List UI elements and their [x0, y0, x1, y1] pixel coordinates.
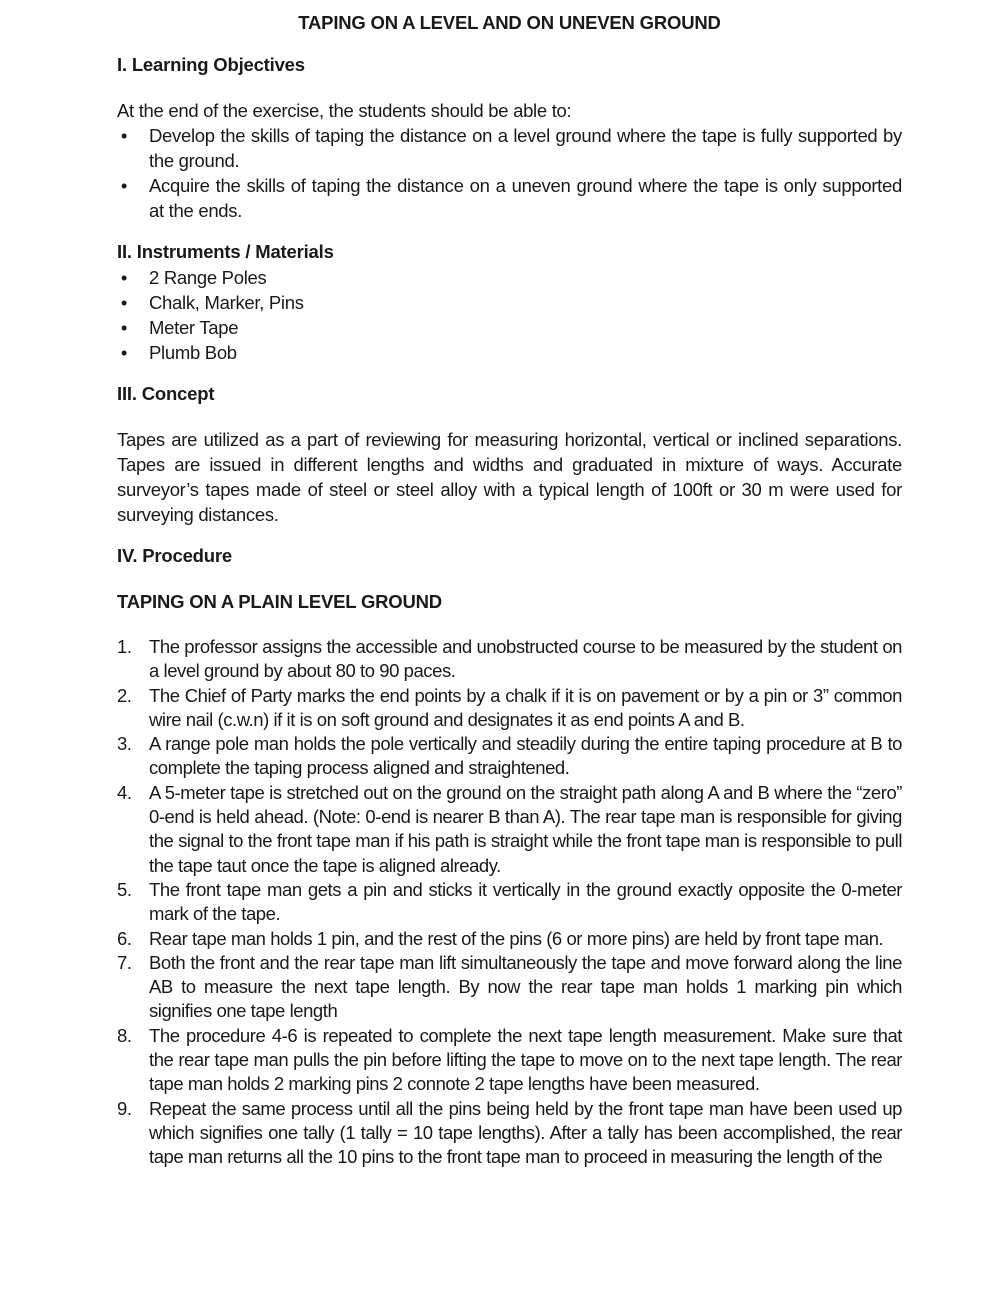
step-text: Rear tape man holds 1 pin, and the rest of the pins (6 or more pins) are held by front tape man.: [149, 927, 884, 949]
list-item: [117, 732, 902, 781]
list-item: [117, 290, 902, 315]
step-text: The professor assigns the accessible and unobstructed course to be measured by the student on a level ground by about 80 to 90 paces.: [149, 636, 902, 682]
step-number: 9.: [117, 1097, 132, 1119]
list-item: [117, 315, 902, 340]
list-item: [117, 878, 902, 927]
bullet-icon: •: [120, 267, 128, 288]
step-number: 3.: [117, 733, 132, 755]
list-item: [117, 951, 902, 1024]
objectives-list: [117, 123, 902, 223]
step-number: 4.: [117, 781, 132, 803]
bullet-icon: •: [120, 292, 128, 313]
step-number: 8.: [117, 1024, 132, 1046]
step-number: 7.: [117, 951, 132, 973]
bullet-icon: •: [120, 175, 128, 196]
list-item: [117, 635, 902, 684]
instrument-text: Chalk, Marker, Pins: [149, 292, 304, 313]
document-title: TAPING ON A LEVEL AND ON UNEVEN GROUND: [298, 12, 721, 33]
objective-text: Acquire the skills of taping the distance on a uneven ground where the tape is only supported at the ends.: [149, 175, 902, 221]
list-item: [117, 265, 902, 290]
step-number: 5.: [117, 878, 132, 900]
concept-paragraph: Tapes are utilized as a part of reviewing for measuring horizontal, vertical or inclined separations. Tapes are issued in different lengths and widths and graduated in mixture of ways. Accurate surveyor’s tapes made of steel or steel alloy with a typical length of 100ft or 30 m were used for surveying distances.: [117, 429, 902, 525]
step-text: The front tape man gets a pin and sticks it vertically in the ground exactly opposite the 0-meter mark of the tape.: [149, 878, 902, 925]
step-number: 2.: [117, 684, 132, 706]
instruments-list: [117, 265, 902, 365]
bullet-icon: •: [120, 317, 128, 338]
objectives-intro: At the end of the exercise, the students should be able to:: [117, 100, 572, 121]
instrument-text: 2 Range Poles: [149, 267, 267, 288]
objective-text: Develop the skills of taping the distance on a level ground where the tape is fully supported by the ground.: [149, 125, 902, 171]
instrument-text: Plumb Bob: [149, 342, 237, 363]
list-item: [117, 927, 902, 951]
instruments-heading: II. Instruments / Materials: [117, 241, 334, 262]
bullet-icon: •: [120, 125, 128, 146]
procedure-steps: [117, 635, 902, 1170]
instrument-text: Meter Tape: [149, 317, 239, 338]
objectives-heading: I. Learning Objectives: [117, 54, 305, 75]
step-text: A range pole man holds the pole vertically and steadily during the entire taping procedure at B to complete the taping process aligned and straightened.: [149, 733, 902, 779]
procedure-heading: IV. Procedure: [117, 545, 232, 566]
list-item: [117, 1024, 902, 1097]
bullet-icon: •: [120, 342, 128, 363]
step-number: 1.: [117, 636, 132, 657]
step-text: Repeat the same process until all the pins being held by the front tape man have been used up which signifies one tally (1 tally = 10 tape lengths). After a tally has been accomplished, the rear tape man returns all the 10 pins to the front tape man to proceed in measuring the length of the: [149, 1097, 902, 1168]
concept-heading: III. Concept: [117, 383, 215, 404]
step-number: 6.: [117, 927, 132, 949]
list-item: [117, 123, 902, 173]
list-item: [117, 173, 902, 223]
list-item: [117, 781, 902, 878]
step-text: The Chief of Party marks the end points by a chalk if it is on pavement or by a pin or 3” common wire nail (c.w.n) if it is on soft ground and designates it as end points A and B.: [149, 684, 902, 730]
list-item: [117, 1097, 902, 1170]
step-text: Both the front and the rear tape man lift simultaneously the tape and move forward along the line AB to measure the next tape length. By now the rear tape man holds 1 marking pin which signifies one tape length: [149, 951, 902, 1022]
list-item: [117, 684, 902, 733]
step-text: The procedure 4-6 is repeated to complete the next tape length measurement. Make sure that the rear tape man pulls the pin before lifting the tape to move on to the next tape length. The rear tape man holds 2 marking pins 2 connote 2 tape lengths have been measured.: [149, 1024, 902, 1095]
list-item: [117, 340, 902, 365]
procedure-subheading: TAPING ON A PLAIN LEVEL GROUND: [117, 591, 442, 612]
step-text: A 5-meter tape is stretched out on the ground on the straight path along A and B where the “zero” 0-end is held ahead. (Note: 0-end is nearer B than A). The rear tape man is responsible for giving the signal to the front tape man if his path is straight while the front tape man is responsible to pull the tape taut once the tape is aligned already.: [149, 781, 902, 876]
